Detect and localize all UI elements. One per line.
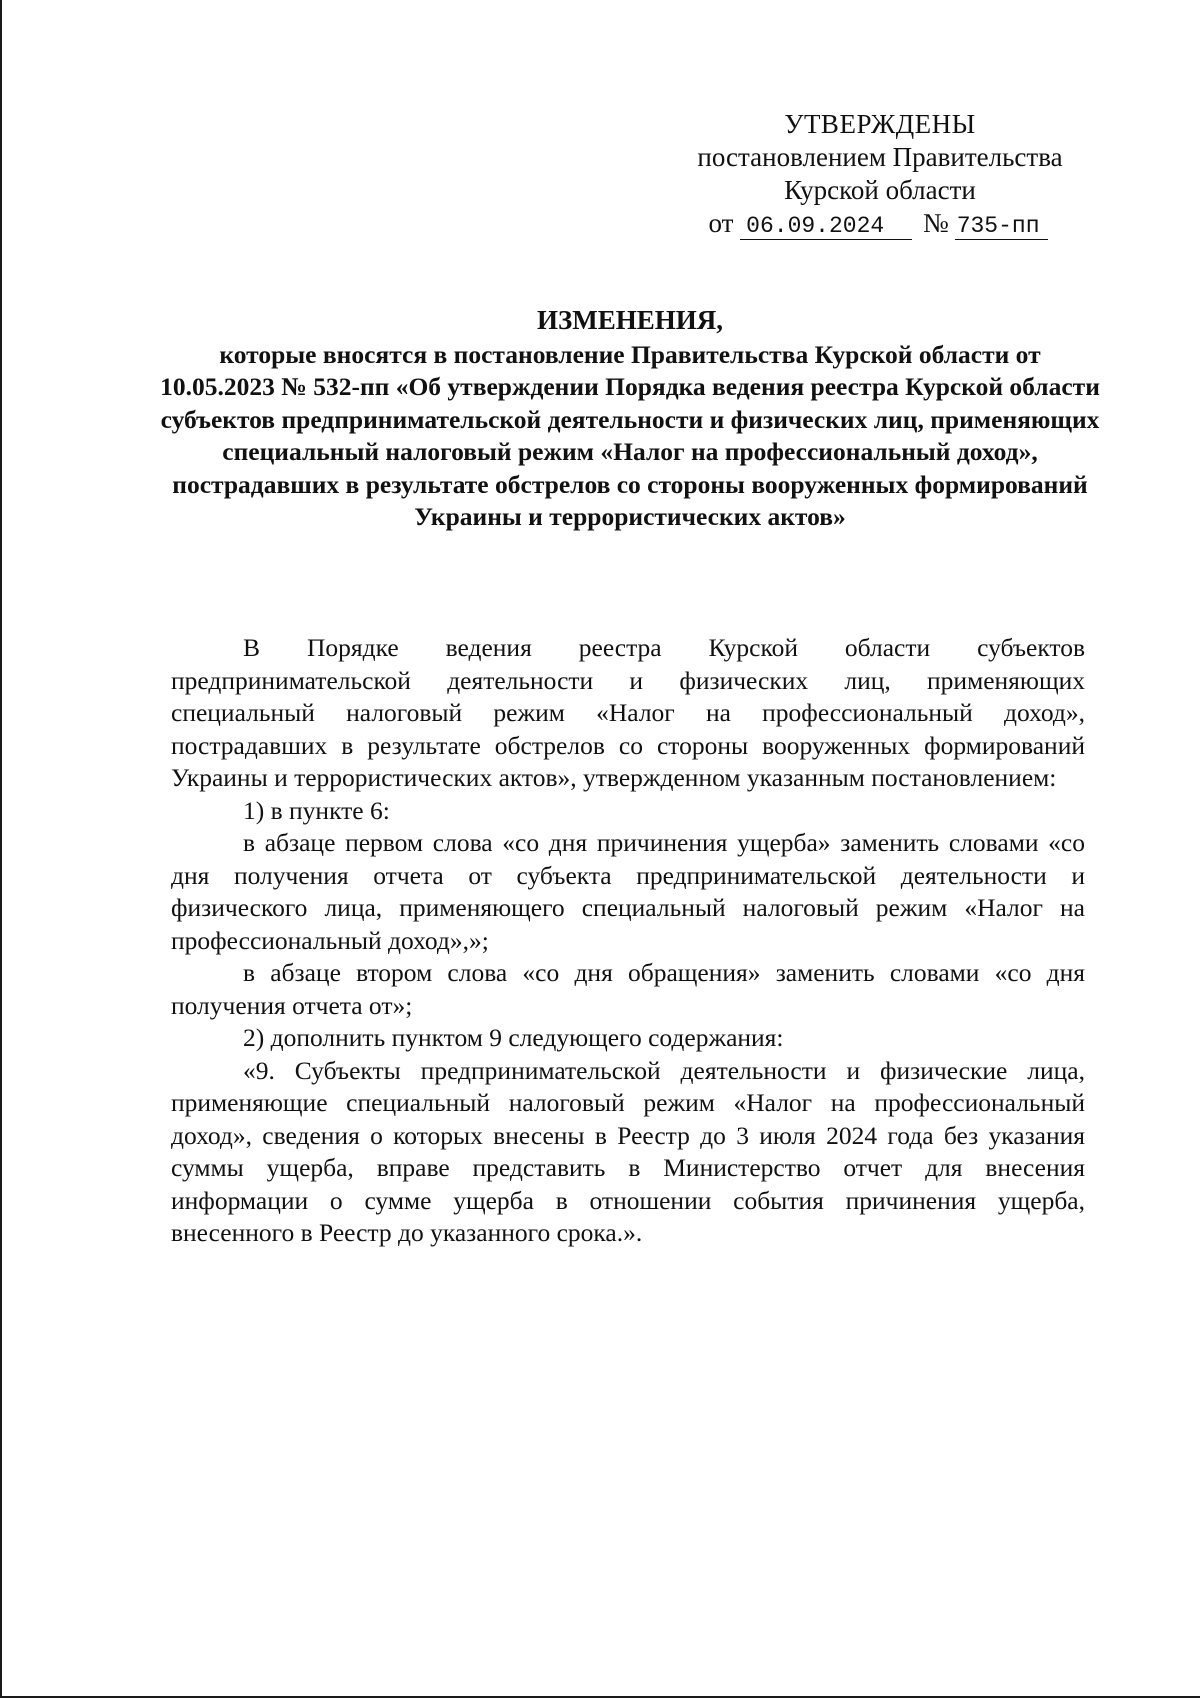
body-paragraph: в абзаце первом слова «со дня причинения ущерба» заменить словами «со дня получения отчета от субъекта предпринимательской деятельности и физического лица, применяющего специальный налоговый режим «Налог на профессиональный доход»,»;	[171, 828, 1085, 955]
document-body	[171, 632, 1085, 1250]
approval-number: 735-пп	[955, 213, 1048, 240]
approval-stamp	[680, 108, 1080, 240]
approval-line-resolution: постановлением Правительства	[697, 142, 1063, 172]
body-paragraph: 2) дополнить пунктом 9 следующего содержания:	[243, 1023, 784, 1052]
approval-date: 06.09.2024	[740, 213, 912, 240]
approval-reference	[676, 207, 1080, 240]
body-paragraph: «9. Субъекты предпринимательской деятельности и физические лица, применяющие специальный налоговый режим «Налог на профессиональный доход», сведения о которых внесены в Реестр до 3 июля 2024 года без указания суммы ущерба, вправе представить в Министерство отчет для внесения информации о сумме ущерба в отношении события причинения ущерба, внесенного в Реестр до указанного срока.».	[171, 1055, 1085, 1247]
title-subtitle: которые вносятся в постановление Правительства Курской области от 10.05.2023 № 532-пп «Об утверждении Порядка ведения реестра Курской области субъектов предпринимательской деятельности и физических лиц, применяющих специальный налоговый режим «Налог на профессиональный доход», пострадавших в результате обстрелов со стороны вооруженных формирований Украины и террористических актов»	[160, 339, 1100, 531]
body-paragraph: в абзаце втором слова «со дня обращения» заменить словами «со дня получения отчета от»;	[171, 958, 1085, 1020]
scan-edge-left	[0, 0, 2, 1698]
title-heading: ИЗМЕНЕНИЯ,	[536, 305, 723, 335]
body-paragraph: 1) в пункте 6:	[243, 795, 390, 825]
approval-number-sign: №	[922, 208, 949, 238]
approval-line-region: Курской области	[784, 175, 976, 205]
approval-heading: УТВЕРЖДЕНЫ	[784, 109, 976, 139]
body-paragraph: В Порядке ведения реестра Курской области субъектов предпринимательской деятельности и физических лиц, применяющих специальный налоговый режим «Налог на профессиональный доход», пострадавших в результате обстрелов со стороны вооруженных формирований Украины и террористических актов», утвержденном указанным постановлением:	[171, 633, 1085, 792]
approval-from-label: от	[708, 208, 734, 238]
document-title	[160, 304, 1100, 534]
